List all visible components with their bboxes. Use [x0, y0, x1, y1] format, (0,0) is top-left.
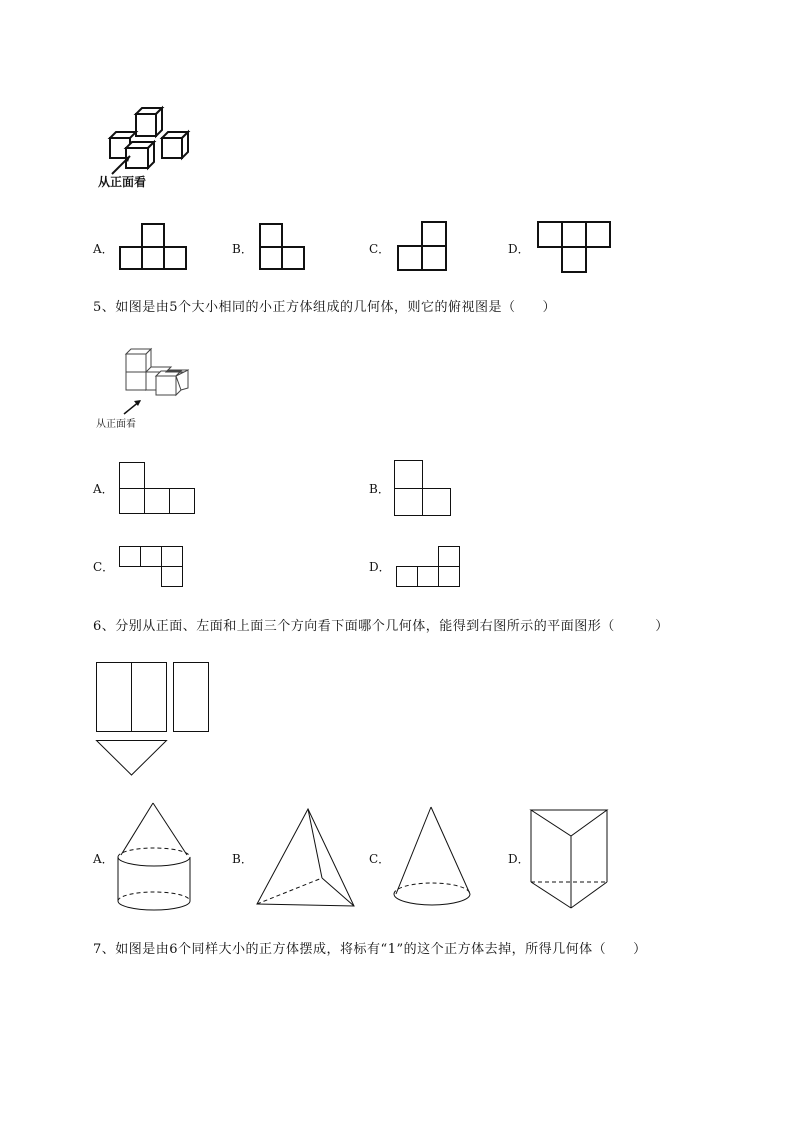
q4-option-b-figure: [260, 222, 308, 270]
q4-option-b-label: B．: [232, 242, 253, 256]
q5-option-b-figure: [394, 460, 452, 518]
q4-option-a-label: A．: [93, 242, 114, 256]
q4-option-c-label: C．: [369, 242, 391, 256]
q4-option-a-figure: [120, 222, 192, 270]
q6-three-views-figure: [95, 662, 211, 778]
q6-option-c-figure: [392, 806, 474, 910]
q6-question-text: 6、分别从正面、左面和上面三个方向看下面哪个几何体，能得到右图所示的平面图形（ ）: [93, 619, 669, 634]
q6-option-b-label: B．: [232, 852, 253, 866]
q5-option-d-figure: [396, 546, 462, 588]
q5-cube-figure: [120, 344, 192, 402]
q4-figure-caption: 从正面看: [98, 175, 147, 189]
q6-option-a-label: A．: [93, 852, 114, 866]
q4-option-d-figure: [538, 222, 614, 274]
q5-arrow: [122, 398, 144, 416]
q4-option-d-label: D．: [508, 242, 530, 256]
q4-cube-figure: [100, 100, 210, 175]
q5-option-d-label: D．: [369, 560, 391, 574]
q5-option-b-label: B．: [369, 482, 390, 496]
q6-option-d-label: D．: [508, 852, 530, 866]
q6-option-d-figure: [530, 808, 612, 912]
q5-question-text: 5、如图是由5个大小相同的小正方体组成的几何体，则它的俯视图是（ ）: [93, 300, 557, 315]
q5-option-c-figure: [119, 546, 185, 588]
q6-option-c-label: C．: [369, 852, 391, 866]
q5-option-c-label: C．: [93, 560, 115, 574]
q6-option-a-figure: [116, 802, 196, 914]
q5-option-a-figure: [119, 462, 197, 516]
q4-option-c-figure: [398, 222, 450, 272]
q7-question-text: 7、如图是由6个同样大小的正方体摆成，将标有“1”的这个正方体去掉，所得几何体（ ）: [93, 942, 647, 957]
q5-figure-caption: 从正面看: [96, 419, 136, 430]
q6-option-b-figure: [256, 808, 358, 908]
q5-option-a-label: A．: [93, 482, 114, 496]
